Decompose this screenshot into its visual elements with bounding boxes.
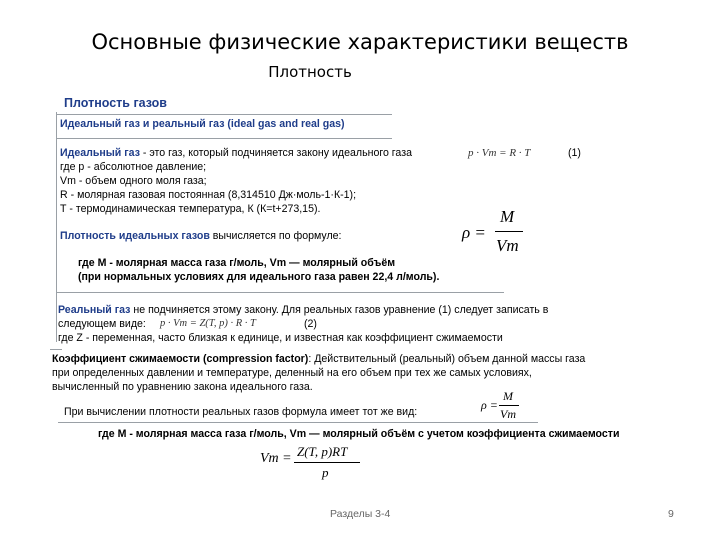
molar-mass-note-2: (при нормальных условиях для идеального газа равен 22,4 л/моль). [78,271,440,283]
vm-lhs: Vm = [260,451,292,466]
left-frame-rule [56,112,57,342]
real-density-den: Vm [500,407,516,421]
ideal-line-1: где р - абсолютное давление; [60,161,207,173]
page-number: 9 [668,508,674,520]
ideal-gas-formula: p · Vm = R · T [468,147,531,159]
molar-mass-note-1: где М - молярная масса газа г/моль, Vm — молярный объём [78,257,396,269]
note-rule [56,292,504,293]
ideal-line-4: Т - термодинамическая температура, К (К=t+273,15). [60,203,321,215]
real-density-rule [58,422,538,423]
vm-den: p [322,465,329,480]
footer-label: Разделы 3-4 [330,508,391,520]
eq-number-2: (2) [304,318,317,330]
ideal-line-3: R - молярная газовая постоянная (8,314510 Дж·моль-1·К-1); [60,189,357,201]
vm-fraction-bar [294,462,360,463]
heading-underline [56,138,392,139]
real-gas-formula: p · Vm = Z(T, p) · R · T [160,318,256,329]
real-gas-text-2: следующем виде: [58,318,146,330]
real-density-text: При вычислении плотности реальных газов формула имеет тот же вид: [64,406,418,418]
real-density-lhs: ρ = [481,398,498,412]
ideal-density-lhs: ρ = [462,223,486,242]
ideal-density-den: Vm [496,236,519,255]
real-density-num: M [503,389,513,403]
eq-number-1: (1) [568,147,581,159]
vm-num: Z(T, p)RT [297,444,348,459]
compress-line-3: вычисленный по уравнению закона идеального газа. [52,381,313,393]
ideal-line-2: Vm - объем одного моля газа; [60,175,207,187]
gas-heading: Идеальный газ и реальный газ (ideal gas and real gas) [60,118,345,130]
heading-rule [56,114,392,115]
ideal-def: Идеальный газ - это газ, который подчиняется закону идеального газа [60,147,412,159]
real-molar-note: где М - молярная масса газа г/моль, Vm — молярный объём с учетом коэффициента сжимаемости [98,428,620,440]
real-density-fraction-bar [499,405,519,406]
page-title: Основные физические характеристики веществ [91,30,629,54]
real-gas-text-1: Реальный газ не подчиняется этому закону. Для реальных газов уравнение (1) следует записать в [58,304,549,316]
compress-line-2: при определенных давлении и температуре, деленный на его объем при тех же самых условиях, [52,367,532,379]
ideal-density-text: Плотность идеальных газов вычисляется по формуле: [60,230,342,242]
page-subtitle: Плотность [268,63,352,81]
compress-line-1: Коэффициент сжимаемости (compression factor): Действительный (реальный) объем данной массы газа [52,353,586,365]
section-title: Плотность газов [64,96,167,110]
ideal-density-num: M [500,207,515,226]
ideal-density-fraction-bar [495,231,523,232]
real-gas-text-3: где Z - переменная, часто близкая к единице, и известная как коэффициент сжимаемости [58,332,503,344]
compress-rule [50,349,62,350]
